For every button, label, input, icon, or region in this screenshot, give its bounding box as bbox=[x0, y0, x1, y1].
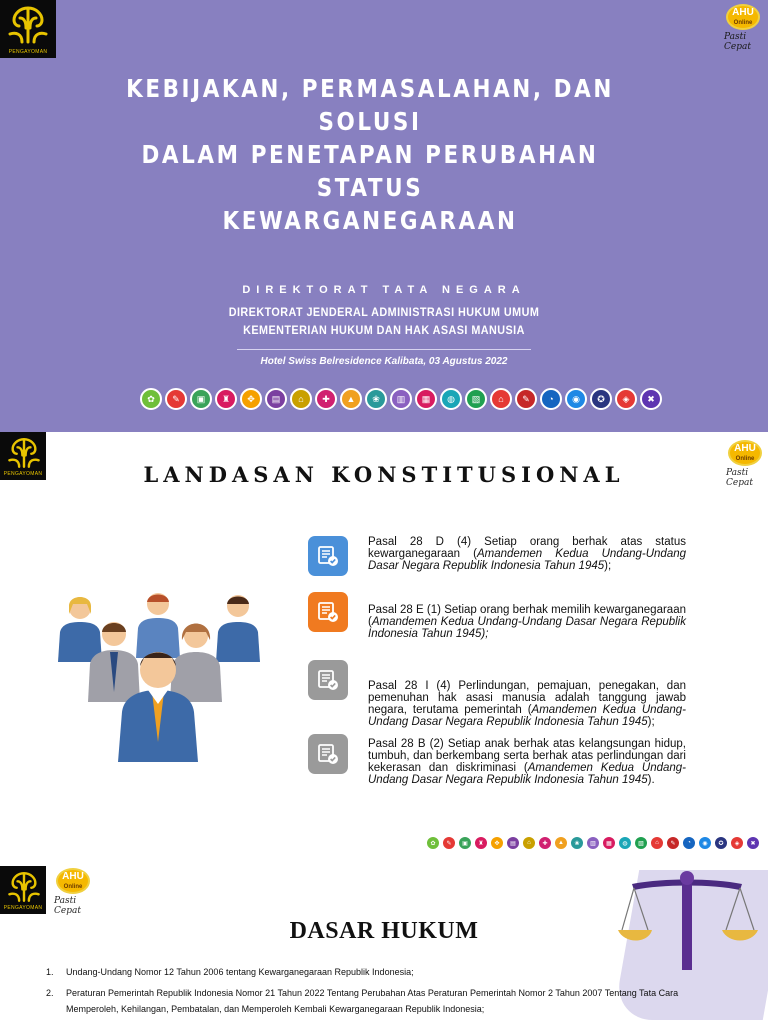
service-icon: ▲ bbox=[554, 836, 568, 850]
divider bbox=[237, 349, 531, 350]
article-text bbox=[368, 680, 686, 728]
service-icon: ✎ bbox=[666, 836, 680, 850]
service-icon: ▲ bbox=[340, 388, 362, 410]
document-check-icon bbox=[308, 660, 348, 700]
service-icon: ♜ bbox=[215, 388, 237, 410]
document-check-icon bbox=[308, 592, 348, 632]
law-item bbox=[46, 968, 746, 977]
service-icons-row bbox=[426, 836, 760, 850]
citizens-group-illustration bbox=[52, 592, 272, 762]
cover-title bbox=[103, 72, 636, 237]
logo-caption: PENGAYOMAN bbox=[3, 471, 43, 477]
service-icon: ♜ bbox=[474, 836, 488, 850]
tree-emblem-icon bbox=[6, 4, 50, 46]
ahu-script: Pasti Cepat bbox=[726, 468, 753, 488]
cover-title-line: KEWARGANEGARAAN bbox=[222, 206, 518, 235]
service-icon: ✎ bbox=[515, 388, 537, 410]
directorate: DIREKTORAT TATA NEGARA bbox=[242, 284, 526, 296]
tree-emblem-icon bbox=[6, 870, 42, 904]
service-icons-row bbox=[140, 388, 662, 410]
service-icon: ✥ bbox=[490, 836, 504, 850]
ahu-badge bbox=[726, 4, 760, 30]
logo-caption: PENGAYOMAN bbox=[8, 49, 48, 55]
service-icon: ✥ bbox=[240, 388, 262, 410]
service-icon: ✿ bbox=[426, 836, 440, 850]
article-body: Pasal 28 D (4) Setiap orang berhak atas status kewarganegaraan ( bbox=[368, 536, 686, 560]
venue-date: Hotel Swiss Belresidence Kalibata, 03 Agustus 2022 bbox=[260, 356, 508, 367]
service-icon: ⌂ bbox=[490, 388, 512, 410]
logo-caption: PENGAYOMAN bbox=[3, 905, 43, 911]
law-text-continued: Memperoleh, Kehilangan, Pembatalan, dan Memperoleh Kembali Kewarganegaraan Republik Indonesia; bbox=[66, 1004, 485, 1014]
ahu-script: Pasti Cepat bbox=[724, 32, 751, 52]
service-icon: ✎ bbox=[165, 388, 187, 410]
article-body: Pasal 28 E (1) Setiap orang berhak memilih kewarganegaraan ( bbox=[368, 604, 686, 628]
service-icon: ◉ bbox=[698, 836, 712, 850]
slide-title: DASAR HUKUM bbox=[289, 918, 479, 944]
service-icon: ▣ bbox=[190, 388, 212, 410]
article-source: Amandemen Kedua Undang-Undang Dasar Negara Republik Indonesia Tahun 1945); bbox=[368, 616, 686, 640]
service-icon: ▤ bbox=[265, 388, 287, 410]
article-source: Amandemen Kedua Undang-Undang Dasar Negara Republik Indonesia Tahun 1945 bbox=[368, 704, 686, 728]
article-text bbox=[368, 738, 686, 786]
directorate-general: DIREKTORAT JENDERAL ADMINISTRASI HUKUM UMUM bbox=[228, 305, 540, 319]
article-end: ); bbox=[604, 560, 612, 572]
article-source: Amandemen Kedua Undang-Undang Dasar Negara Republik Indonesia Tahun 1945 bbox=[368, 548, 686, 572]
service-icon: ❀ bbox=[570, 836, 584, 850]
service-icon: ⌂ bbox=[290, 388, 312, 410]
service-icon: ▦ bbox=[415, 388, 437, 410]
ahu-online-logo bbox=[50, 866, 98, 914]
law-text: Undang-Undang Nomor 12 Tahun 2006 tentang Kewarganegaraan Republik Indonesia; bbox=[66, 967, 414, 977]
service-icon: ▧ bbox=[634, 836, 648, 850]
law-number: 1. bbox=[46, 967, 54, 977]
service-icon: ▥ bbox=[586, 836, 600, 850]
ministry: KEMENTERIAN HUKUM DAN HAK ASASI MANUSIA bbox=[243, 323, 525, 337]
service-icon: ✪ bbox=[714, 836, 728, 850]
document-check-icon bbox=[308, 734, 348, 774]
ahu-online-logo bbox=[720, 2, 768, 50]
article-text bbox=[368, 604, 686, 640]
article-body: Pasal 28 I (4) Perlindungan, pemajuan, penegakan, dan pemenuhan hak asasi manusia adalah tanggung jawab negara, terutama pemerintah ( bbox=[368, 680, 686, 716]
law-number: 2. bbox=[46, 988, 54, 998]
service-icon: ✎ bbox=[442, 836, 456, 850]
service-icon: ▣ bbox=[458, 836, 472, 850]
law-text: Peraturan Pemerintah Republik Indonesia Nomor 21 Tahun 2022 Tentang Perubahan Atas Peraturan Pemerintah Nomor 2 Tahun 2007 Tentang Tata Cara bbox=[66, 988, 679, 998]
service-icon: ◍ bbox=[618, 836, 632, 850]
service-icon: ▦ bbox=[602, 836, 616, 850]
article-body: Pasal 28 B (2) Setiap anak berhak atas kelangsungan hidup, tumbuh, dan berkembang serta berhak atas perlindungan dari kekerasan dan diskriminasi ( bbox=[368, 738, 686, 774]
cover-slide bbox=[0, 0, 768, 432]
kemenkumham-logo bbox=[0, 866, 46, 914]
service-icon: ✚ bbox=[538, 836, 552, 850]
ahu-badge-sub: Online bbox=[733, 20, 753, 26]
ahu-badge-text: AHU bbox=[62, 871, 84, 882]
service-icon: ✪ bbox=[590, 388, 612, 410]
service-icon: ✿ bbox=[140, 388, 162, 410]
law-item bbox=[46, 989, 746, 1014]
constitutional-basis-slide bbox=[0, 432, 768, 864]
service-icon: ⌂ bbox=[522, 836, 536, 850]
ahu-badge bbox=[56, 868, 90, 894]
article-source: Amandemen Kedua Undang-Undang Dasar Negara Republik Indonesia Tahun 1945 bbox=[368, 762, 686, 786]
ahu-badge-sub: Online bbox=[735, 456, 755, 462]
service-icon: ✖ bbox=[640, 388, 662, 410]
service-icon: ◈ bbox=[730, 836, 744, 850]
ahu-badge-text: AHU bbox=[734, 443, 756, 454]
service-icon: ◉ bbox=[565, 388, 587, 410]
law-list bbox=[46, 968, 746, 1020]
ahu-badge-text: AHU bbox=[732, 7, 754, 18]
ahu-script: Pasti Cepat bbox=[54, 896, 81, 916]
cover-title-line: KEBIJAKAN, PERMASALAHAN, DAN SOLUSI bbox=[126, 74, 614, 136]
kemenkumham-logo bbox=[0, 0, 56, 58]
service-icon: ❀ bbox=[365, 388, 387, 410]
service-icon: ◔ bbox=[682, 836, 696, 850]
service-icon: ✚ bbox=[315, 388, 337, 410]
person-back bbox=[58, 593, 260, 662]
article-end: ); bbox=[647, 716, 655, 728]
article-end: ). bbox=[647, 774, 655, 786]
service-icon: ✖ bbox=[746, 836, 760, 850]
service-icon: ◍ bbox=[440, 388, 462, 410]
service-icon: ▥ bbox=[390, 388, 412, 410]
service-icon: ⌂ bbox=[650, 836, 664, 850]
service-icon: ◈ bbox=[615, 388, 637, 410]
document-check-icon bbox=[308, 536, 348, 576]
slide-title: LANDASAN KONSTITUSIONAL bbox=[143, 462, 625, 487]
service-icon: ◔ bbox=[540, 388, 562, 410]
legal-basis-slide bbox=[0, 864, 768, 1024]
cover-title-line: DALAM PENETAPAN PERUBAHAN STATUS bbox=[141, 140, 599, 202]
ahu-badge-sub: Online bbox=[63, 884, 83, 890]
service-icon: ▤ bbox=[506, 836, 520, 850]
article-text bbox=[368, 536, 686, 572]
service-icon: ▧ bbox=[465, 388, 487, 410]
